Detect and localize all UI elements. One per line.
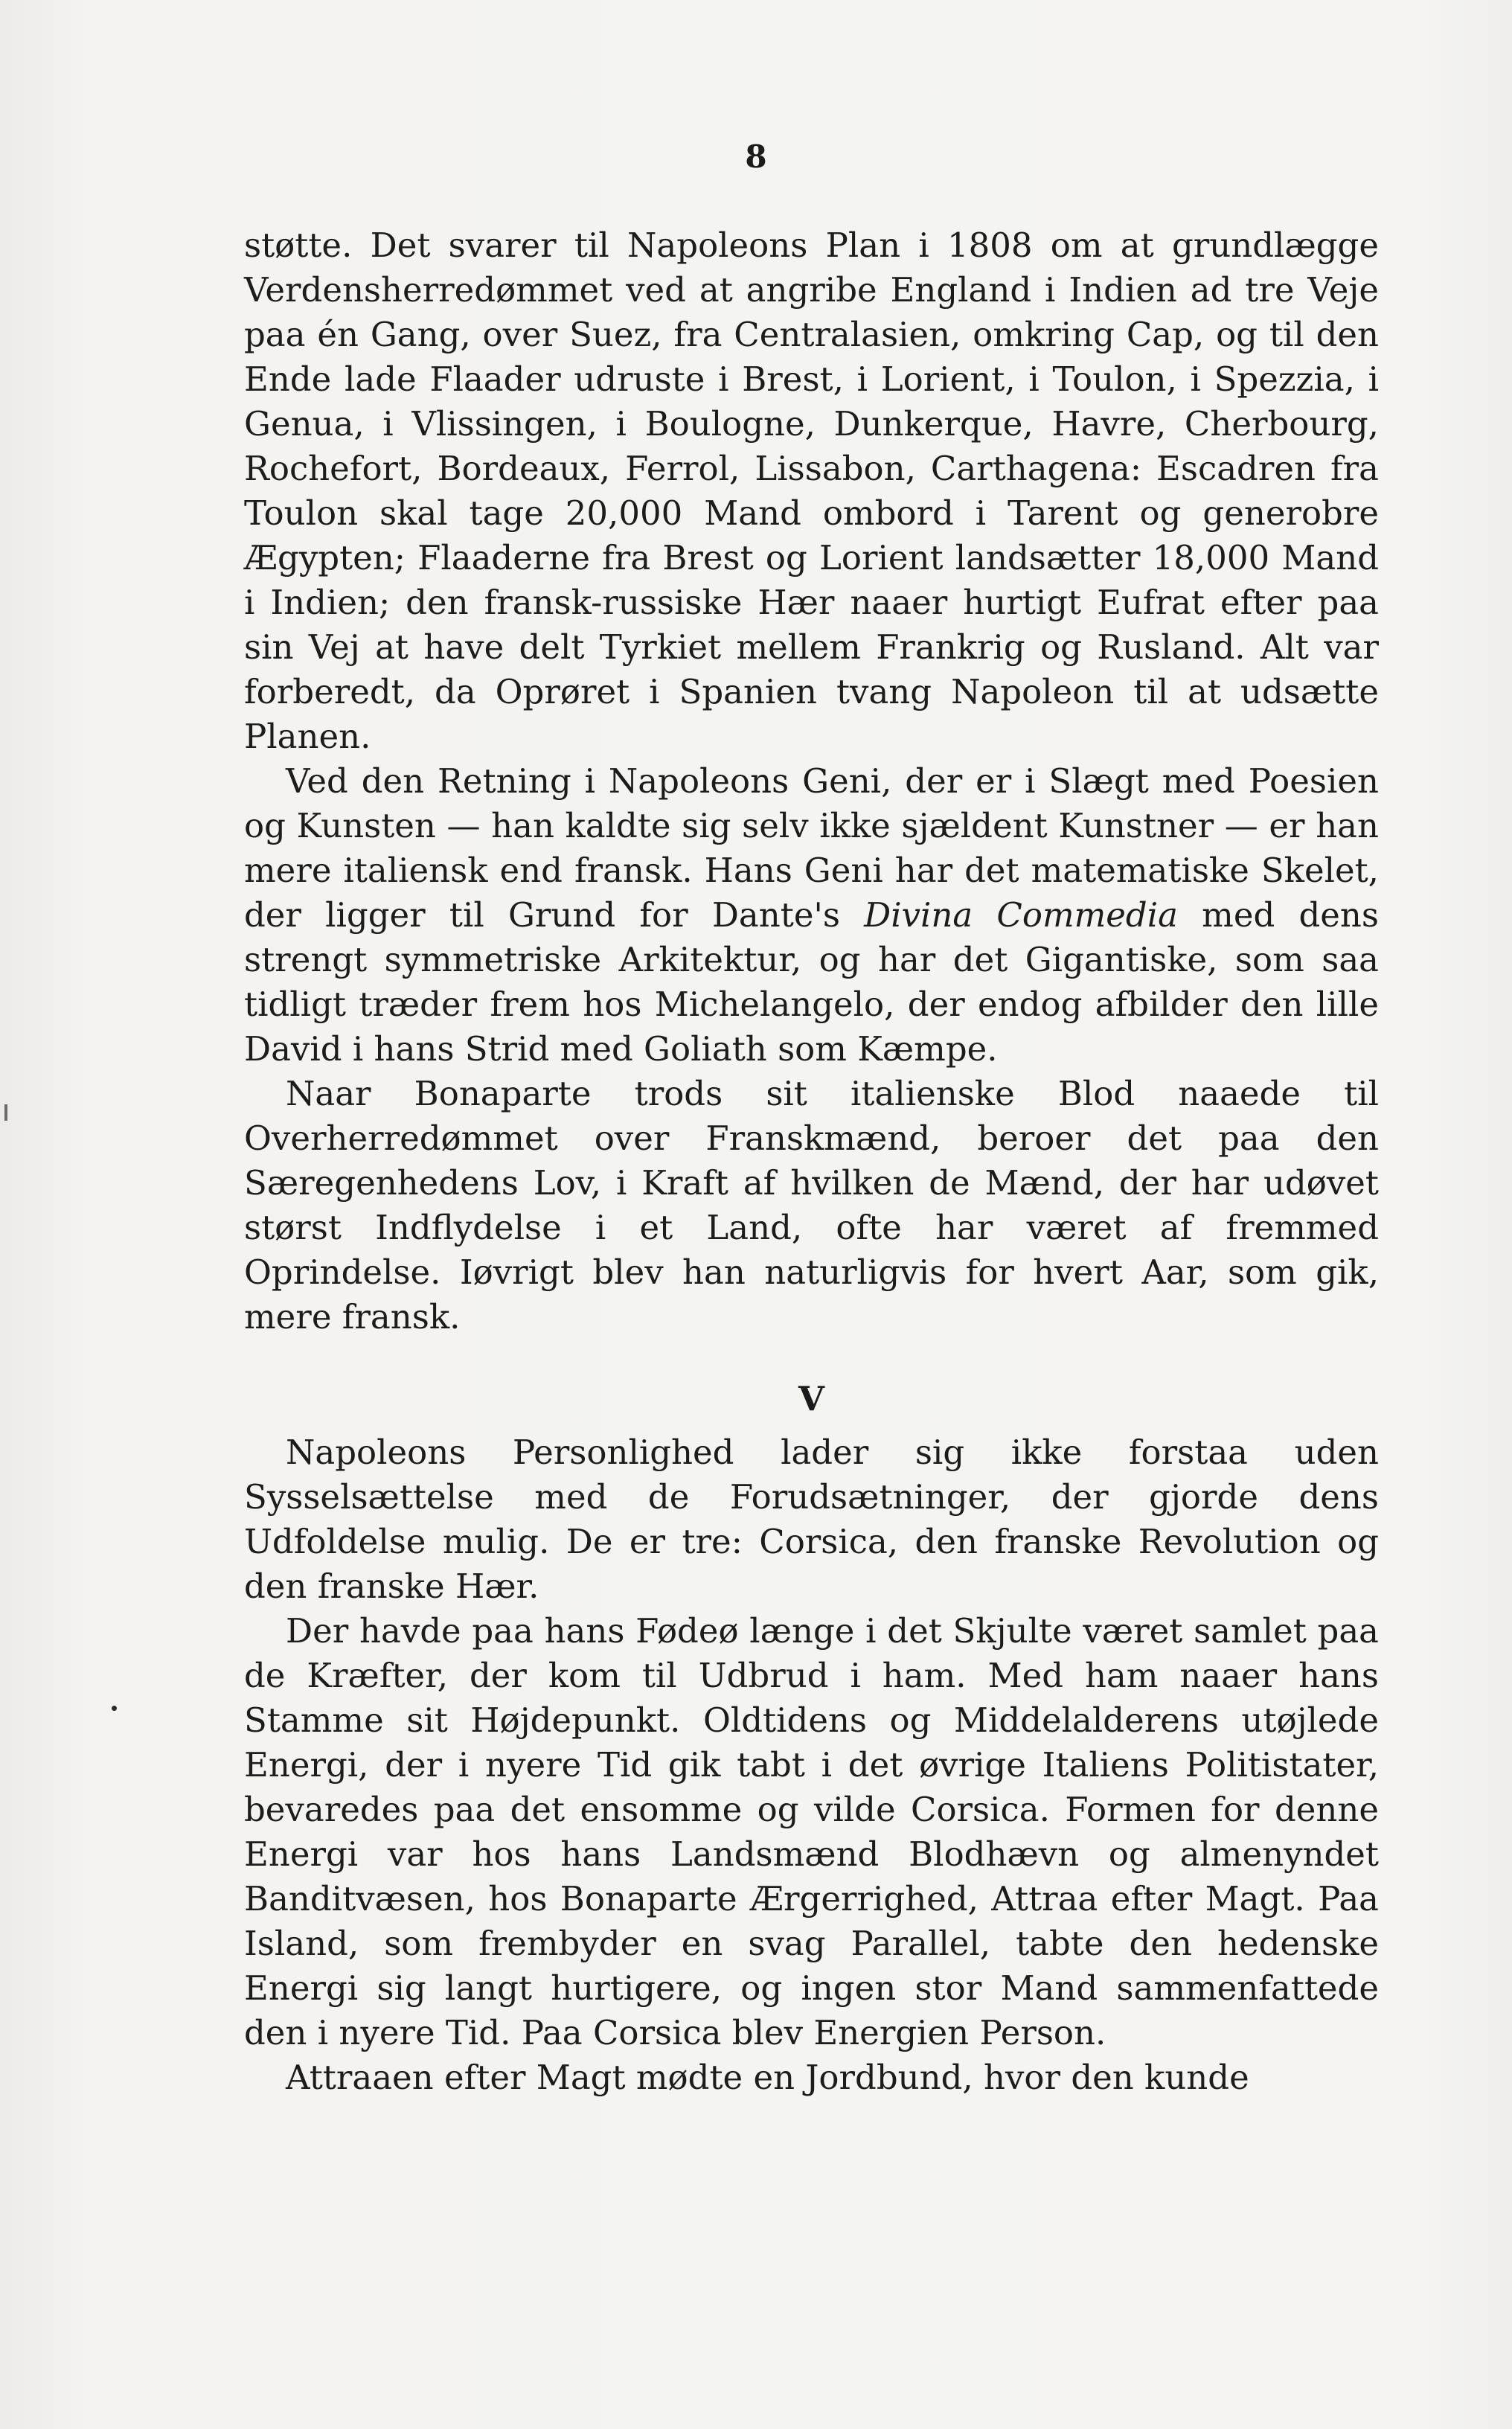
body-text [244,223,1379,2100]
text-run: Naar Bonaparte trods sit italienske Blod naaede til Overherredømmet over Franskmænd, beroer det paa den Særegenhedens Lov, i Kraft af hvilken de Mænd, der har udøvet størst Indflydelse i et Land, ofte har været af fremmed Oprindelse. Iøvrigt blev han naturligvis for hvert Aar, som gik, mere fransk. [244,1074,1379,1337]
italic-text-run: Divina Commedia [864,895,1178,935]
paragraph [244,223,1379,759]
paragraph [244,1072,1379,1340]
text-run: Napoleons Personlighed lader sig ikke forstaa uden Sysselsættelse med de Forudsætninger, der gjorde dens Udfoldelse mulig. De er tre: Corsica, den franske Revolution og den franske Hær. [244,1433,1379,1606]
ink-speck [112,1706,117,1711]
paragraphs-after-section [244,1430,1379,2100]
paragraph [244,759,1379,1072]
page-number: 8 [745,138,767,175]
text-run: Ved den Retning i Napoleons Geni, der er i Slægt med Poesien og Kunsten — han kaldte sig selv ikke sjældent Kunstner — er han mere italiensk end fransk. Hans Geni har det matematiske Skelet, der ligger til Grund for Dante's [244,761,1379,935]
paragraph [244,2055,1379,2100]
text-run: Attraaen efter Magt mødte en Jordbund, hvor den kunde [286,2058,1249,2097]
paragraphs-before-section [244,223,1379,1340]
text-run: støtte. Det svarer til Napoleons Plan i 1808 om at grundlægge Verdensherredømmet ved at angribe England i Indien ad tre Veje paa én Gang, over Suez, fra Centralasien, omkring Cap, og til den Ende lade Flaader udruste i Brest, i Lorient, i Toulon, i Spezzia, i Genua, i Vlissingen, i Boulogne, Dunkerque, Havre, Cherbourg, Rochefort, Bordeaux, Ferrol, Lissabon, Carthagena: Escadren fra Toulon skal tage 20,000 Mand ombord i Tarent og generobre Ægypten; Flaaderne fra Brest og Lorient landsætter 18,000 Mand i Indien; den fransk-russiske Hær naaer hurtigt Eufrat efter paa sin Vej at have delt Tyrkiet mellem Frankrig og Rusland. Alt var forberedt, da Oprøret i Spanien tvang Napoleon til at udsætte Planen. [244,225,1379,756]
paragraph [244,1430,1379,1609]
text-run: med dens strengt symmetriske Arkitektur, og har det Gigantiske, som saa tidligt træder frem hos Michelangelo, der endog afbilder den lille David i hans Strid med Goliath som Kæmpe. [244,895,1379,1069]
text-run: Der havde paa hans Fødeø længe i det Skjulte været samlet paa de Kræfter, der kom til Udbrud i ham. Med ham naaer hans Stamme sit Højdepunkt. Oldtidens og Middelalderens utøjlede Energi, der i nyere Tid gik tabt i det øvrige Italiens Politistater, bevaredes paa det ensomme og vilde Corsica. Formen for denne Energi var hos hans Landsmænd Blodhævn og almenyndet Banditvæsen, hos Bonaparte Ærgerrighed, Attraa efter Magt. Paa Island, som frembyder en svag Parallel, tabte den hedenske Energi sig langt hurtigere, og ingen stor Mand sammenfattede den i nyere Tid. Paa Corsica blev Energien Person. [244,1611,1379,2052]
paragraph [244,1609,1379,2055]
margin-mark [4,1104,7,1121]
section-heading: V [798,1379,824,1418]
